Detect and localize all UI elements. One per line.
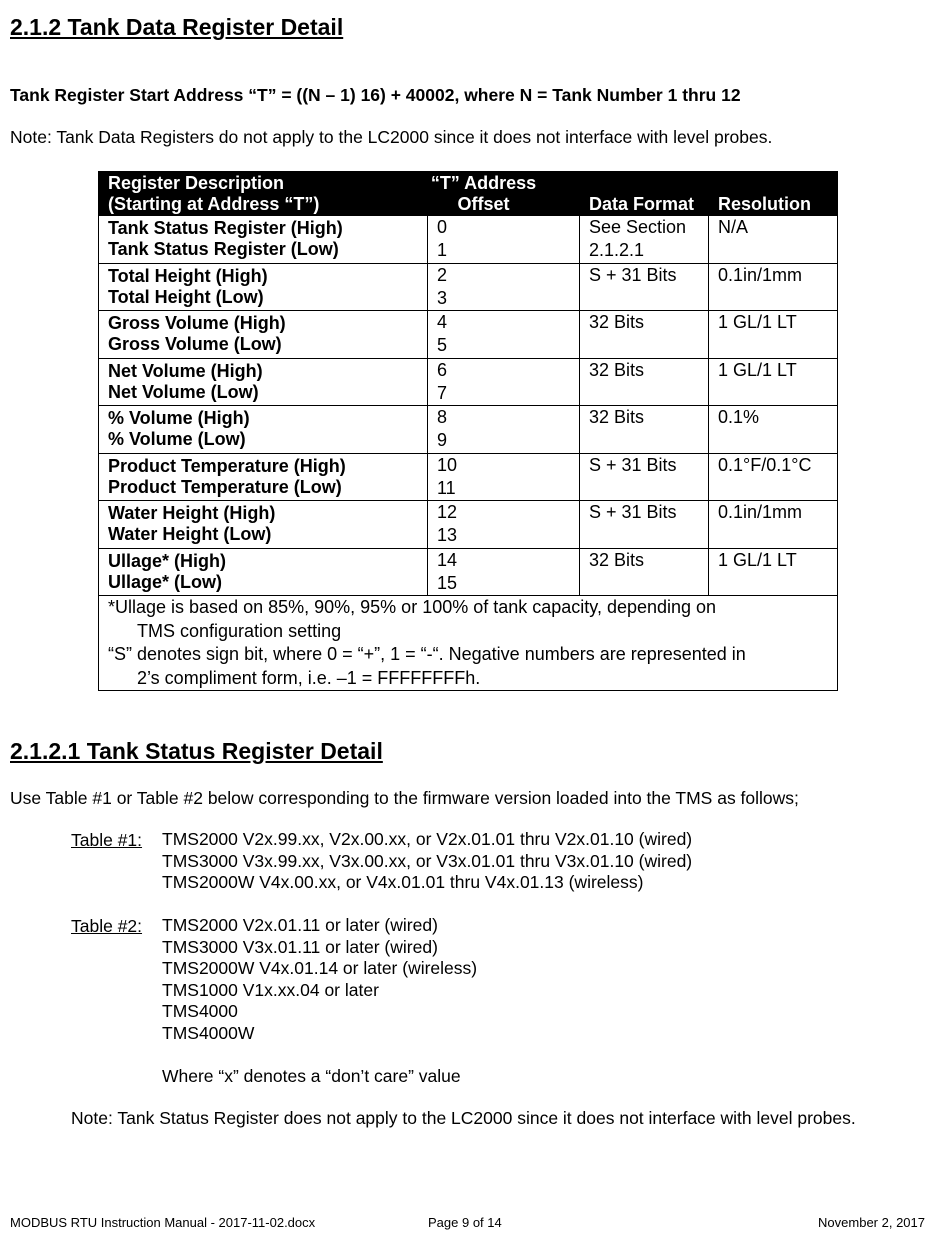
register-description [99,406,428,454]
offset-high: 0 [437,217,448,237]
register-description [99,311,428,359]
resolution [709,406,838,454]
format-line1: 32 Bits [589,407,645,427]
footer-date: November 2, 2017 [818,1215,925,1230]
resolution [709,501,838,549]
firmware-line: TMS4000W [162,1022,255,1043]
offset-low: 13 [437,525,458,545]
resolution-value: N/A [718,217,749,237]
ullage-note: *Ullage is based on 85%, 90%, 95% or 100% of tank capacity, depending on [108,597,717,617]
tank-data-note: Note: Tank Data Registers do not apply to the LC2000 since it does not interface with level probes. [10,127,773,147]
table-row [99,263,838,311]
register-description [99,216,428,264]
format-line1: 32 Bits [589,312,645,332]
firmware-line: TMS4000 [162,1001,238,1021]
offset-high: 14 [437,549,458,570]
register-high: Product Temperature (High) [108,455,346,476]
header-register-description: Register Description (Starting at Address “T”) [99,172,428,216]
data-format [580,501,709,549]
offset-low: 7 [437,382,448,403]
register-high: Ullage* (High) [108,550,227,571]
offset-low: 11 [437,477,456,498]
table-row [99,453,838,501]
resolution-value: 1 GL/1 LT [718,359,797,380]
resolution [709,453,838,501]
resolution-value: 0.1in/1mm [718,502,803,522]
firmware-line: TMS2000 V2x.99.xx, V2x.00.xx, or V2x.01.01 thru V2x.01.10 (wired) [162,829,693,849]
address-offset [428,263,580,311]
resolution-value: 0.1% [718,407,760,427]
data-format [580,358,709,406]
register-low: Net Volume (Low) [108,381,259,402]
address-offset [428,406,580,454]
address-offset [428,311,580,359]
register-description [99,548,428,596]
register-low: Product Temperature (Low) [108,476,342,497]
register-low: Gross Volume (Low) [108,334,282,354]
firmware-intro: Use Table #1 or Table #2 below corresponding to the firmware version loaded into the TMS as follows; [10,788,799,808]
header-resolution: Resolution [709,172,838,216]
firmware-line: TMS3000 V3x.01.11 or later (wired) [162,936,438,957]
register-description [99,263,428,311]
format-line1: S + 31 Bits [589,454,677,475]
address-offset [428,501,580,549]
data-format [580,548,709,596]
address-offset [428,548,580,596]
firmware-line: TMS1000 V1x.xx.04 or later [162,979,379,1000]
offset-high: 4 [437,312,448,332]
table-row [99,548,838,596]
address-offset [428,453,580,501]
offset-low: 15 [437,572,458,593]
resolution [709,358,838,406]
section-heading-tank-status: 2.1.2.1 Tank Status Register Detail [10,738,383,764]
table1-firmware-list [162,829,692,894]
resolution-value: 0.1°F/0.1°C [718,454,812,475]
dont-care-note: Where “x” denotes a “don’t care” value [162,1066,461,1086]
offset-high: 12 [437,502,458,522]
resolution [709,548,838,596]
offset-high: 10 [437,454,458,475]
resolution-value: 0.1in/1mm [718,264,803,285]
table-notes-row [99,596,838,691]
data-format [580,263,709,311]
tank-register-table [98,171,838,691]
ullage-note-cont: TMS configuration setting [137,620,342,641]
table2-label: Table #2: [71,916,143,936]
format-line1: 32 Bits [589,549,645,570]
table-row [99,501,838,549]
register-high: % Volume (High) [108,408,250,428]
register-high: Gross Volume (High) [108,313,286,333]
data-format [580,216,709,264]
register-low: % Volume (Low) [108,429,246,449]
table1-label: Table #1: [71,830,143,850]
register-description [99,453,428,501]
offset-high: 2 [437,264,448,285]
resolution [709,263,838,311]
register-description [99,501,428,549]
register-high: Total Height (High) [108,265,268,286]
sign-bit-note-cont: 2’s compliment form, i.e. –1 = FFFFFFFFh. [137,667,481,688]
resolution [709,311,838,359]
header-address-offset: “T” Address Offset [428,172,580,216]
table-header-row [99,172,838,216]
firmware-line: TMS2000 V2x.01.11 or later (wired) [162,915,438,935]
offset-low: 5 [437,335,448,355]
resolution-value: 1 GL/1 LT [718,312,797,332]
table-notes [99,596,838,691]
footer-filename: MODBUS RTU Instruction Manual - 2017-11-02.docx [10,1215,316,1230]
register-low: Total Height (Low) [108,286,264,307]
resolution [709,216,838,264]
register-high: Tank Status Register (High) [108,218,343,238]
offset-high: 8 [437,407,448,427]
address-offset [428,216,580,264]
register-description [99,358,428,406]
register-high: Net Volume (High) [108,360,263,381]
offset-high: 6 [437,359,448,380]
format-line1: S + 31 Bits [589,502,677,522]
header-data-format: Data Format [580,172,709,216]
firmware-line: TMS2000W V4x.00.xx, or V4x.01.01 thru V4x.01.13 (wireless) [162,872,644,892]
table2-firmware-list [162,915,477,1044]
data-format [580,453,709,501]
table-row [99,311,838,359]
format-line1: 32 Bits [589,359,645,380]
data-format [580,406,709,454]
format-line1: S + 31 Bits [589,264,677,285]
start-address-formula: Tank Register Start Address “T” = ((N – 1) 16) + 40002, where N = Tank Number 1 thru 12 [10,85,741,105]
format-line1: See Section [589,217,687,237]
register-low: Tank Status Register (Low) [108,239,339,259]
table-row [99,358,838,406]
register-low: Ullage* (Low) [108,571,223,592]
offset-low: 3 [437,287,448,308]
format-line2: 2.1.2.1 [589,240,645,260]
resolution-value: 1 GL/1 LT [718,549,797,570]
section-heading-tank-data: 2.1.2 Tank Data Register Detail [10,14,344,40]
register-high: Water Height (High) [108,503,276,523]
register-low: Water Height (Low) [108,524,272,544]
table-row [99,406,838,454]
firmware-line: TMS3000 V3x.99.xx, V3x.00.xx, or V3x.01.01 thru V3x.01.10 (wired) [162,850,693,871]
footer-page-number: Page 9 of 14 [428,1215,502,1230]
sign-bit-note: “S” denotes sign bit, where 0 = “+”, 1 = “-“. Negative numbers are represented in [108,644,746,664]
firmware-line: TMS2000W V4x.01.14 or later (wireless) [162,958,478,978]
offset-low: 1 [437,240,448,260]
address-offset [428,358,580,406]
data-format [580,311,709,359]
offset-low: 9 [437,430,448,450]
tank-status-note: Note: Tank Status Register does not apply to the LC2000 since it does not interface with level probes. [71,1108,856,1128]
table-row [99,216,838,264]
